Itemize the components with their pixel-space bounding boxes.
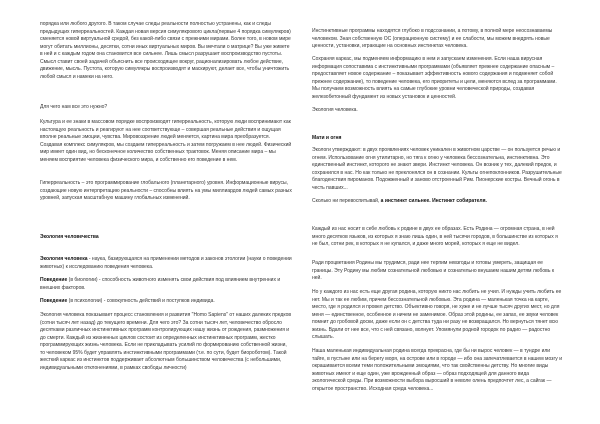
paragraph: Экологи утверждают: в двух проявлениях человек уникален в животном царстве — он пользуется речью и огнем. Использование огня утилитарно, но тяга к огню у человека бессознательна, инстинктивна. Это единственный инстинкт, которого не знают звери. Инстинкт человека. Он возник у тех, далекий предок, и сохранился в нас. Но как только не преклонялся он в сознании. Культы огнепоклонников. Разрушительные благоденствия пироманов. Подожженный и заново отстроенный Рим. Пионерские костры. Вечный огонь в честь павших... (312, 147, 562, 191)
paragraph: Но у каждого из нас есть еще другая родина, которую никто нас любить не учил. И нужды учить любить ее нет. Мы и так ее любим, причем бессознательной любовью. Эта родина — маленькая точка на карте, место, где я родился и провел детство. Объективно говоря, не хуже и не лучше тысяч других мест, но для меня — единственное, особенное и ничем не заменимое. Образ этой родины, ее запах, ее звуки человек помнит до гробовой доски, даже если он с детства туда ни разу не возвращался. Но вернуться тянет всю жизнь. Вдали от нее все, что с ней связано, волнует. Упомянули родной городок по радио — радостно слышать. (312, 289, 562, 340)
paragraph: Экология человека. (312, 107, 358, 113)
plain-text: Сколько ни перевоспитывай, (312, 198, 381, 204)
section-heading: Экология человечества (40, 234, 99, 240)
definition (40, 298, 292, 306)
paragraph: Сохраняя каркас, мы подменяем информацию в нем и запускаем изменения. Если наша вирусная информация сопоставима с инстинктивными программами (объявляет прежнее содержание опасным – предоставляет новое содержание – показывает эффективность нового содержания и подменяет собой прежнее содержание), то поведение человека, его приоритеты и цели, меняются вслед за программами. Мы получаем возможность влиять на самые глубокие уровни человеческой природы, создавая железобетонный фундамент из новых установок и ценностей. (312, 56, 557, 100)
bold-text: а инстинкт сильнее. Инстинкт собирателя. (380, 198, 487, 204)
section-heading: Мати и огня (312, 135, 342, 141)
definition-text: (в биологии) - способность животного изменять свои действия под влиянием внутренних и внешних факторов. (40, 277, 281, 291)
definition (40, 256, 292, 271)
definition-term: Поведение (40, 298, 68, 304)
paragraph (312, 198, 562, 206)
definition-text: - наука, базирующаяся на применении методов и законов этологии (науки о поведении животных) к исследованию поведения человека. (40, 256, 292, 270)
paragraph: Культура и ее знаки в массовом порядке воспроизводят гиперреальность, которую люди воспринимают как настоящую реальность и реагируют на нее соответствующе – совершая реальные действия и ощущая вполне реальные эмоции, чувства. Мировоззрение людей меняется, картина мира преобразуется. Создавая комплекс симулякров, мы создаем гиперреальность и затем погружаем в нее людей. Физический мир имеет один вид, но бесконечное количество собственных трактовок. Меняя описание мира – мы меняем восприятие человека физического мира, и собственно его поведение в нем. (40, 119, 292, 163)
definition-text: (в психологии) - совокупность действий и поступков индивида. (67, 298, 215, 304)
paragraph: порядка или любого другого. В таком случае следы реальности полностью устранены, как и следы предыдущих гиперреальностей. Каждая новая версия симулякрового цикла(первые 4 порядка симулякров) сменяется новой виртуальной средой, без какой-либо связи с прежними мирами. Более того, в новом мире могут обитать миллионы, десятки, сотни иных виртуальных миров. Вы мечтали о матрице? Вы уже живете в ней и с каждым годом она становится все сильнее. Лишь смысл разрушает воспроизводство пустоты. Смысл ставит своей задачей объяснить все происходящее вокруг, рационализировать любое действие, движение, мысль. Пустота, которую симулякры воспроизводят и маскируют, делает все, чтобы уничтожить любой смысл и намеки на него. (40, 21, 291, 80)
paragraph: Экология человека показывает процесс становления и развития "Homo Sapiens" от наших далеких предков (сотни тысяч лет назад) до текущего времени. Для чего это? За сотни тысяч лет, человечество обросло десятками различных инстинктивных программ контролирующих нашу жизнь от рождения, размножения и до смерти. Каждый из жизненных циклов состоит из определенных инстинктивных программ, жестко программирующих жизнь человека. Если не прикладывать усилий по формированию собственной жизни, то человеком 95% будет управлять инстинктивными программами (т.е. по сути, будет биороботом). Такой жесткий каркас из инстинктов поддерживает абсолютным большинством человечества (с небольшими, индивидуальными отклонениями, в рамках свободы личности) (40, 312, 292, 371)
paragraph: Гиперреальность – это программирование глобального (планетарного) уровня. Информационные вирусы, создающие новую интерпретацию реальности – способны влиять на умы миллиардов людей самых разных уровней, запуская масштабную машину глобальных изменений. (40, 180, 292, 201)
paragraph: Ради процветания Родины мы трудимся, ради нее терпим невзгоды и готовы умереть, защищая ее границы. Эту Родину мы любим сознательной любовью и сознательно внушаем нашим детям любовь к ней. (312, 260, 555, 281)
definition-term: Экология человека (40, 256, 88, 262)
definition-term: Поведение (40, 277, 68, 283)
paragraph: Каждый из нас носит в себе любовь к родине в двух ее образах. Есть Родина — огромная страна, в ней много десятков языков, из которых я знаю лишь один, в ней тысячи городов, в большинстве из которых я не был, сотни рек, в которых я не купался, и даже много морей, которых я еще не видел. (312, 226, 558, 247)
paragraph: Наша маленькая индивидуальная родина всегда прекрасна, где бы ни вырос человек — в тундре или тайге, в пустыне или на берегу моря, на острове или в городе — ибо она запечатлевается в нашем мозгу и окрашивается всеми теми положительными эмоциями, что так свойственны детству. Но многие виды животных имеют и еще один, уже врожденный образ — образ подходящей для данного вида экологической среды. При возможности выбора выросший в неволе олень предпочтет лес, а сайгак — открытое пространство. Исходная среда человека... (312, 348, 562, 392)
paragraph: Инстинктивные программы находятся глубоко в подсознании, а потому, в полной мере неосознаваемы человеком. Зная собственную ОС (операционную систему) и ее слабости, мы можем внедрять новые ценности, установки, играющие на основных инстинктах человека. (312, 28, 553, 49)
question-line: Для чего нам все это нужно? (40, 104, 108, 110)
definition (40, 277, 292, 292)
